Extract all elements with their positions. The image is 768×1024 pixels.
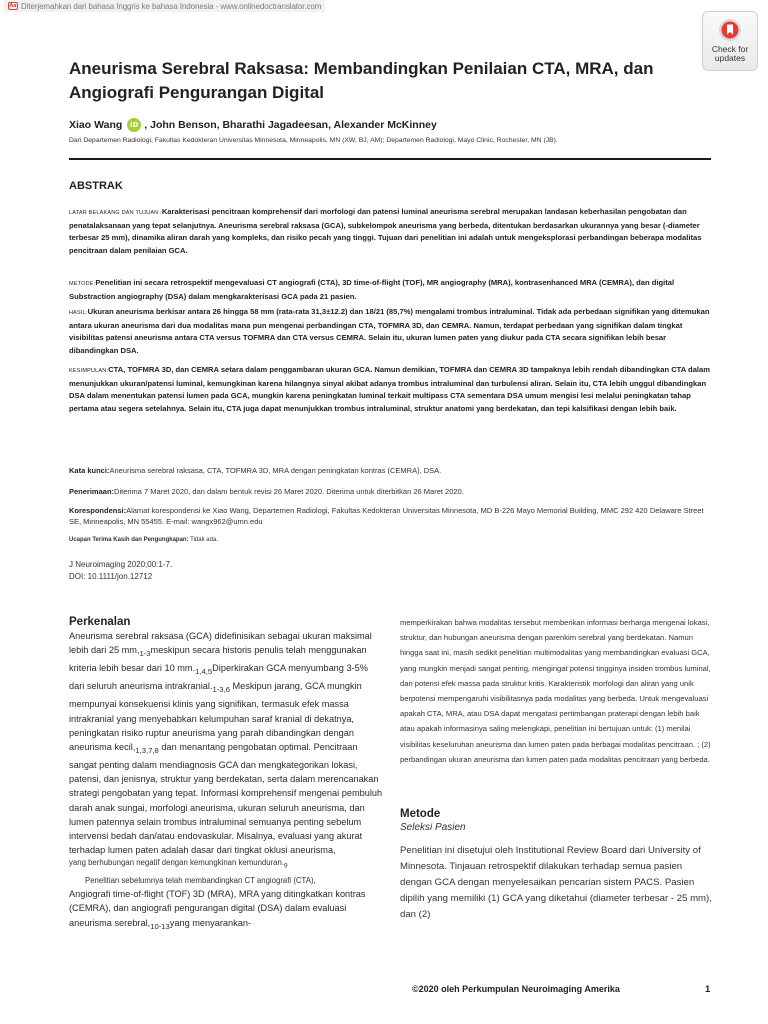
copyright-footer: ©2020 oleh Perkumpulan Neuroimaging Amerika — [412, 984, 620, 994]
intro-paragraph-2: Penelitian sebelumnya telah membandingkan CT angiografi (CTA), Angiografi time-of-flight (TOF) 3D (MRA), MRA yang ditingkatkan kontras (CEMRA), dan angiografi pengurangan digital (DSA) dalam evaluasi aneurisma $serebral,_{10-13}yang$ menyarankan- — [69, 875, 366, 931]
first-author[interactable]: Xiao Wang — [69, 119, 123, 131]
ref[interactable]: 1,4,5 — [195, 667, 213, 677]
ref[interactable]: 1,3,7,8 — [135, 745, 159, 755]
abstract-results: HASIL:Ukuran aneurisma berkisar antara 26 hingga 58 mm (rata-rata 31,3±12.2) dan 18/21 (85,7%) mengalami trombus intraluminal. Tidak ada perbedaan signifikan yang ditemukan antara ukuran aneurisma dari dua modalitas mana pun mengenai perbandingan CTA, TOFMRA 3D, dan CEMRA. Namun, terdapat perbedaan yang signifikan dalam tingkat visibilitas patensi aneurisma antara CTA versus TOFMRA dan CTA versus CEMRA. Selain itu, ukuran lumen paten yang diukur pada CTA secara signifikan lebih besar dibandingkan DSA. — [69, 307, 710, 355]
keywords: Kata kunci:Aneurisma serebral raksasa, CTA, TOFMRA 3D, MRA dengan peningkatan kontras (CEMRA), DSA. — [69, 466, 442, 475]
intro-paragraph-1: Aneurisma serebral raksasa (GCA) didefinisikan sebagai ukuran maksimal lebih dari 25 $mm,_{1-3}meskipun$ secara historis penulis telah menggunakan kriteria lebih besar dari 10 $mm._{1,4,5}Diperkirakan$ GCA menyumbang 3-5% dari seluruh aneurisma $intrakranial._{1-3,6}$ Meskipun jarang, GCA mungkin mempunyai konsekuensi klinis yang signifikan, termasuk efek massa intrakranial yang menyebabkan kelumpuhan saraf kranial di dekatnya, peningkatan risiko ruptur aneurisma yang parah dibandingkan dengan aneurisma $kecil,_{1,3,7,8}$ dan menantang pengobatan optimal. Pencitraan sangat penting dalam mendiagnosis GCA dan mengkategorikan lokasi, patensi, dan jenisnya, struktur yang berdekatan, serta dalam merencanakan strategi pengobatan yang tepat. Informasi komprehensif mengenai pembuluh darah anak sungai, morfologi aneurisma, ukuran seluruh aneurisma, dan lumen patennya selain trombus intraluminal semuanya penting sebelum intervensi bedah dan/atau endovaskular. Misalnya, evaluasi yang akurat terhadap lumen paten adalah dasar dari tingkat oklusi aneurisma, — [69, 631, 383, 856]
check-for-updates-button[interactable] — [702, 11, 758, 71]
translator-text[interactable]: Diterjemahkan dari bahasa Inggris ke bahasa Indonesia - www.onlinedoctranslator.com — [21, 1, 322, 11]
intro-paragraph-1-tail: yang berhubungan negatif dengan kemungkinan $kemunduran._9$ — [69, 858, 288, 870]
intro-continuation: memperkirakan bahwa modalitas tersebut memberikan informasi berharga mengenai lokasi, struktur, dan hubungan aneurisma dengan parenkim serebral yang berdekatan. Namun hingga saat ini, masih sedikit penelitian multimodalitas yang membandingkan evaluasi GCA, yang mungkin menjadi sangat penting, mengingat potensi tingginya insiden trombus luminal, dan potensi efek massa pada struktur kritis. Karakteristik morfologi dan aliran yang unik berpotensi mempengaruhi visibilitasnya pada modalitas yang berbeda. Untuk mengevaluasi apakah CTA, MRA, atau DSA dapat mengatasi pertimbangan praterapi dengan lebih baik atau apakah informasinya saling melengkapi, penelitian ini bertujuan untuk: (1) menilai visibilitas keseluruhan aneurisma dan lumen paten pada berbagai modalitas pencitraan. ; (2) perbandingan ukuran aneurisma dan lumen paten pada modalitas pencitraan yang berbeda. — [400, 618, 711, 764]
methods-heading: Metode — [400, 808, 441, 821]
methods-paragraph: Penelitian ini disetujui oleh Institutional Review Board dari University of Minnesota. Tinjauan retrospektif dilakukan terhadap semua pasien dengan GCA dengan menyelesaikan pencarian sistem PACS. Pasien dipilih yang memiliki (1) GCA yang diketahui (diameter terbesar - 25 mm), dan (2) — [400, 845, 712, 921]
ref[interactable]: 9 — [284, 862, 288, 870]
other-authors: , John Benson, Bharathi Jagadeesan, Alexander McKinney — [144, 119, 437, 131]
translate-icon: Aa — [9, 3, 17, 9]
acknowledgment: Ucapan Terima Kasih dan Pengungkapan: Tidak ada. — [69, 537, 218, 543]
abstract-conclusion: KESIMPULAN:CTA, TOFMRA 3D, dan CEMRA setara dalam penggambaran ukuran GCA. Namun demikian, TOFMRA dan CEMRA 3D tampaknya lebih rendah dibandingkan CTA dalam menunjukkan ukuran/patensi luminal, kemungkinan karena hilangnya sinyal akibat adanya trombus intraluminal dan turbulensi aliran. Selain itu, CTA lebih unggul dibandingkan DSA dalam menentukan patensi lumen pada GCA, mungkin karena peningkatan luminal terkait multipass CTA sementara DSA umum mengisi lesi melalui peningkatan tahap pertama atau segera setelahnya. Selain itu, CTA juga dapat menunjukkan trombus intraluminal, struktur anatomi yang berdekatan, dan tepi kalsifikasi dengan lebih baik. — [69, 365, 711, 413]
intro-heading: Perkenalan — [69, 616, 131, 628]
journal-citation — [69, 559, 172, 583]
abstract-background: LATAR BELAKANG DAN TUJUAN :Karakterisasi pencitraan komprehensif dari morfologi dan patensi luminal aneurisma serebral merupakan landasan keberhasilan pengobatan dan penatalaksanaan yang tepat selanjutnya. Aneurisma serebral raksasa (GCA), subkelompok aneurisma yang berbeda, ditentukan berdasarkan ukurannya yang besar (-diameter terbesar 25 mm), dinamika aliran darah yang kompleks, dan risiko pecah yang tinggi. Tujuan dari penelitian ini adalah untuk mengeksplorasi perbandingan beberapa modalitas pencitraan dalam penilaian GCA. — [69, 207, 702, 255]
article-title: Aneurisma Serebral Raksasa: Membandingkan Penilaian CTA, MRA, dan Angiografi Pengurangan Digital — [69, 59, 654, 102]
affiliation: Dari Departemen Radiologi, Fakultas Kedokteran Universitas Minnesota, Minneapolis, MN (XW, BJ, AM); Departemen Radiologi, Mayo Clinic, Rochester, MN (JB). — [69, 137, 558, 144]
header-divider — [69, 158, 711, 160]
acceptance-dates: Penerimaan:Diterima 7 Maret 2020, dan dalam bentuk revisi 26 Maret 2020. Diterima untuk diterbitkan 26 Maret 2020. — [69, 487, 464, 496]
right-column — [400, 615, 712, 923]
orcid-icon[interactable]: iD — [127, 118, 141, 132]
author-list — [69, 118, 437, 132]
left-column — [69, 615, 385, 934]
translator-banner[interactable] — [4, 0, 325, 12]
doi-link[interactable]: DOI: 10.1111/jon.12712 — [69, 572, 153, 581]
bookmark-icon — [718, 18, 742, 42]
check-updates-label: Check for updates — [711, 44, 749, 63]
abstract-heading: ABSTRAK — [69, 180, 123, 192]
ref[interactable]: 10-13 — [150, 921, 170, 931]
patient-selection-subheading: Seleksi Pasien — [400, 822, 466, 834]
abstract-background-label: LATAR BELAKANG DAN TUJUAN : — [69, 210, 162, 216]
ref[interactable]: 1-3,6 — [212, 685, 230, 695]
abstract-conclusion-label: KESIMPULAN: — [69, 368, 109, 374]
correspondence: Korespondensi:Alamat korespondensi ke Xiao Wang, Departemen Radiologi, Fakultas Kedokteran Universitas Minnesota, MD B-226 Mayo Memorial Building, MMC 292 420 Delaware Street SE, Minneapolis, MN 55455. E-mail: wangx962@umn.edu — [69, 506, 704, 526]
abstract-results-label: HASIL: — [69, 310, 88, 316]
page-number: 1 — [705, 984, 711, 995]
abstract-method: METODE:Penelitian ini secara retrospektif mengevaluasi CT angiografi (CTA), 3D time-of-flight (TOF), MR angiography (MRA), kontrasenhanced MRA (CEMRA), dan digital Substraction angiography (DSA) dalam mengkarakterisasi GCA pada 21 pasien. — [69, 278, 675, 301]
ref[interactable]: 1-3 — [139, 649, 151, 659]
abstract-method-label: METODE: — [69, 281, 96, 287]
citation: J Neuroimaging 2020;00:1-7. — [69, 560, 173, 569]
